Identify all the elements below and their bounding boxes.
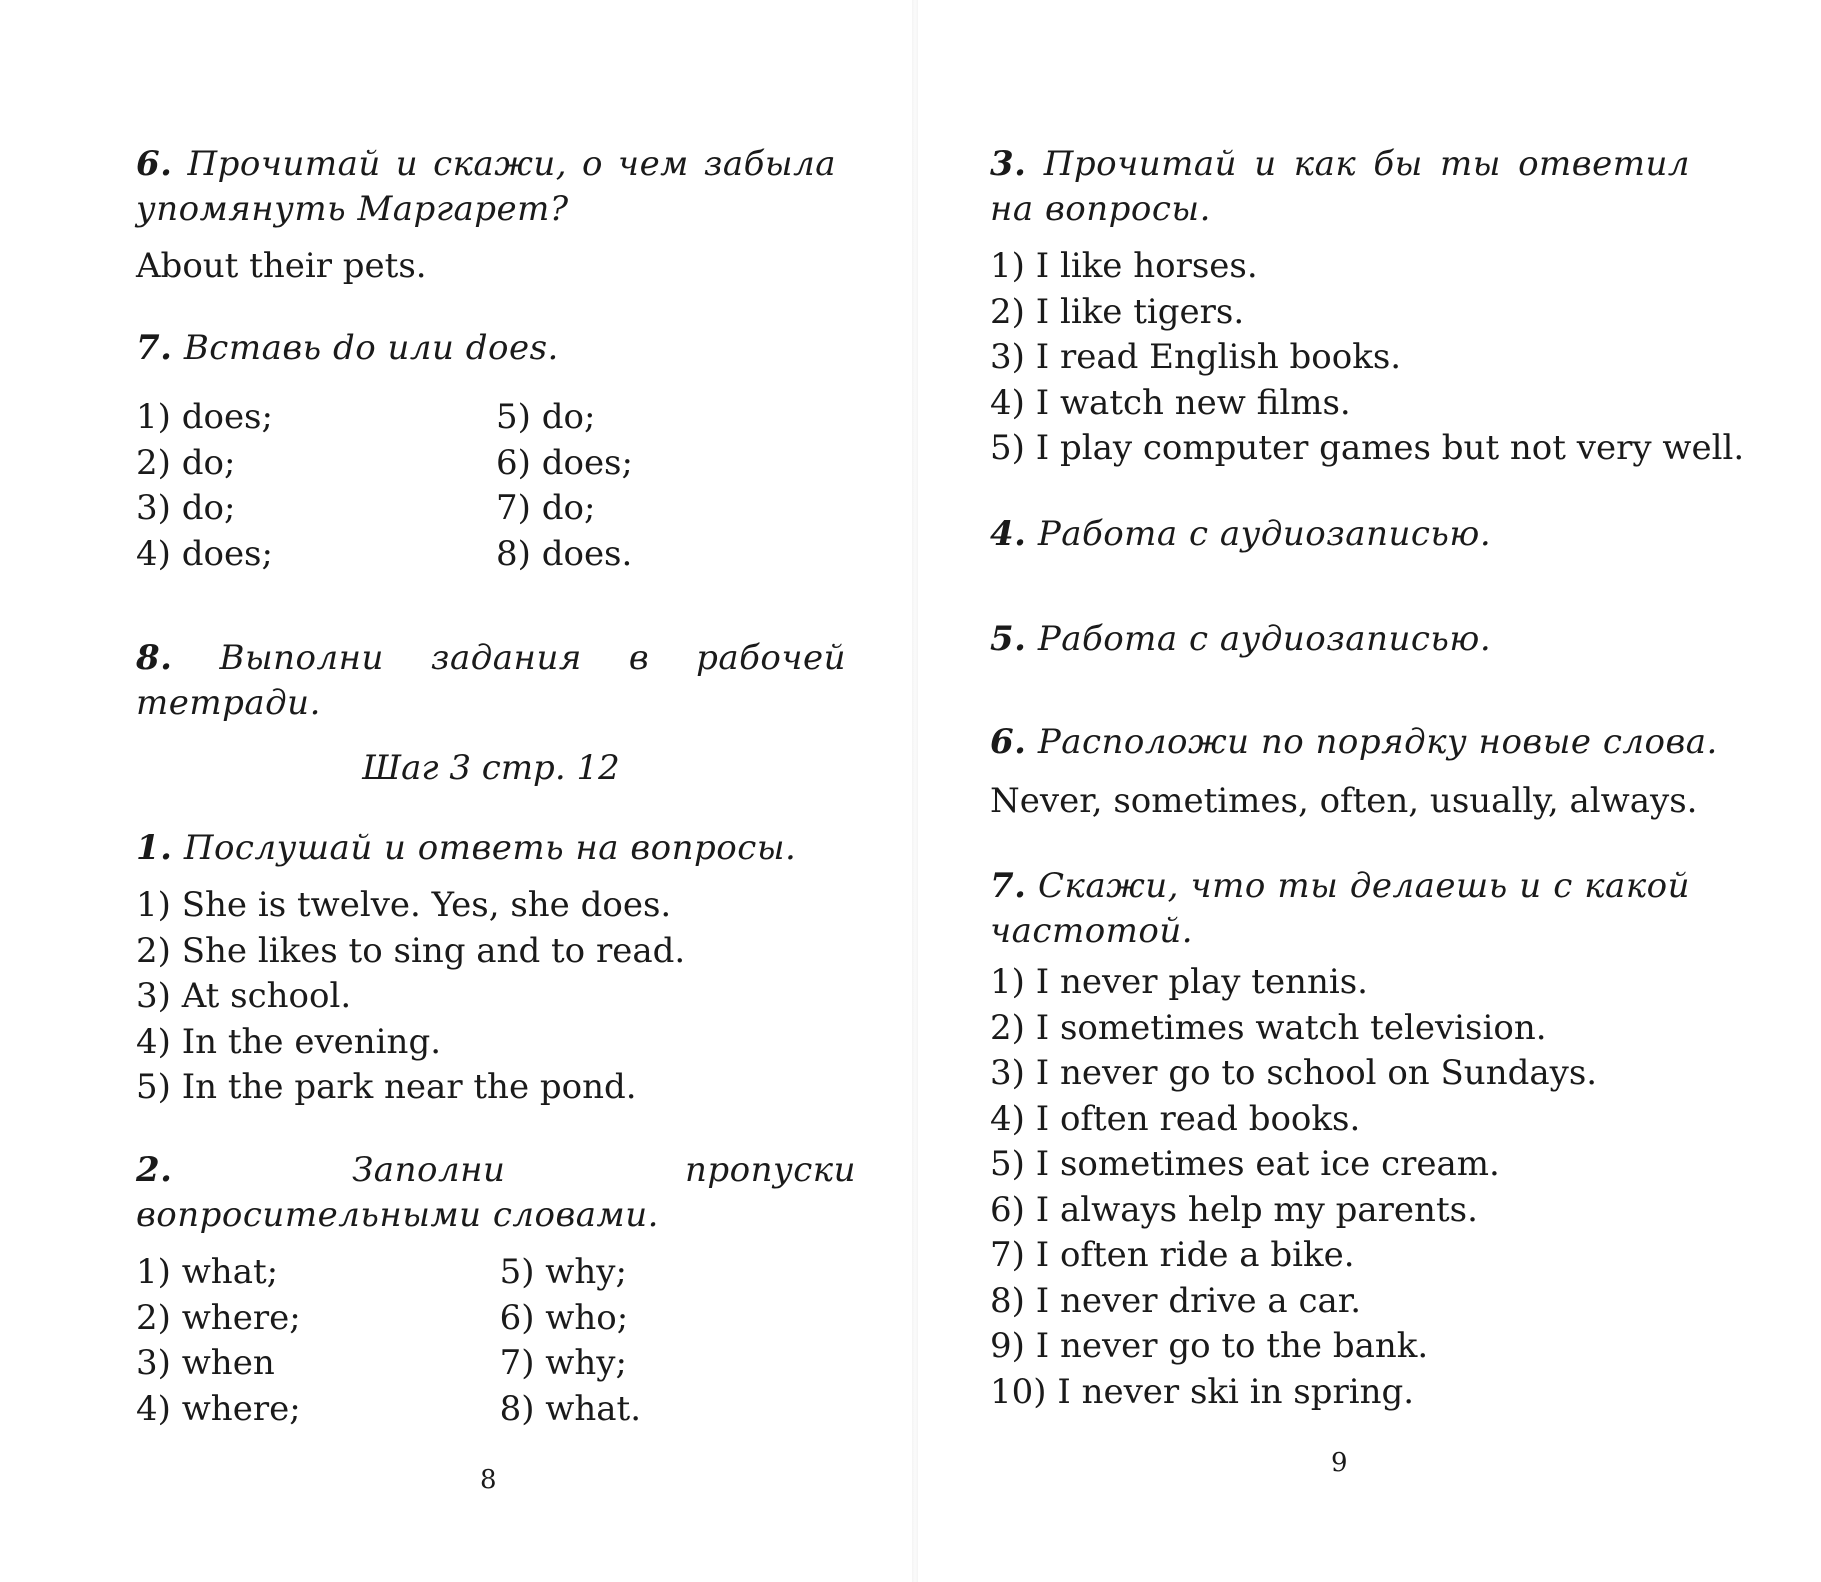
list-item: 4) where;: [136, 1388, 301, 1429]
exercise-instruction: Вставь do или does.: [183, 328, 559, 368]
answer-list: [990, 960, 1690, 1415]
exercise-heading: [990, 512, 1710, 557]
list-item: 7) why;: [499, 1343, 627, 1383]
exercise-number: 5.: [990, 619, 1027, 659]
exercise-heading: [990, 720, 1750, 765]
answer-columns: [136, 395, 856, 577]
list-item: 8) what.: [499, 1388, 642, 1429]
list-item: 2) She likes to sing and to read.: [136, 930, 686, 971]
list-item: 7) I often ride a bike.: [990, 1235, 1355, 1275]
list-item: 4) I watch new films.: [990, 382, 1351, 423]
exercise-instruction: Работа с аудиозаписью.: [1037, 619, 1492, 659]
list-item: 3) I never go to school on Sundays.: [990, 1053, 1598, 1093]
page-number: 9: [1331, 1448, 1348, 1478]
exercise-instruction: Послушай и ответь на вопросы.: [183, 828, 797, 868]
exercise-8-left: [136, 636, 846, 726]
list-item: 4) does;: [136, 533, 273, 574]
list-item: 6) I always help my parents.: [990, 1189, 1478, 1230]
exercise-number: 2.: [136, 1150, 173, 1190]
answer-column-2: [500, 1250, 856, 1432]
exercise-2-left: [136, 1148, 856, 1432]
list-item: 2) I sometimes watch television.: [990, 1007, 1547, 1048]
exercise-number: 1.: [136, 828, 173, 868]
exercise-number: 6.: [136, 144, 173, 184]
exercise-heading: [136, 826, 856, 871]
list-item: 1) I never play tennis.: [990, 962, 1368, 1002]
exercise-answer: Never, sometimes, often, usually, always.: [990, 781, 1698, 821]
exercise-number: 7.: [990, 866, 1027, 906]
exercise-1-left: [136, 826, 856, 1111]
exercise-instruction: Расположи по порядку новые слова.: [1037, 722, 1718, 762]
exercise-6-right: [990, 720, 1750, 824]
exercise-7-right: [990, 864, 1690, 1415]
list-item: 10) I never ski in spring.: [990, 1371, 1415, 1412]
list-item: 6) who;: [499, 1297, 629, 1338]
exercise-heading: [136, 326, 856, 371]
list-item: 5) In the park near the pond.: [136, 1067, 637, 1107]
exercise-6-left: [136, 142, 836, 289]
exercise-instruction: Скажи, что ты делаешь и с какой частотой.: [990, 866, 1690, 951]
exercise-number: 6.: [990, 722, 1027, 762]
exercise-4-right: [990, 512, 1710, 557]
exercise-instruction: Выполни задания в рабочей тетради.: [136, 638, 846, 723]
exercise-number: 3.: [990, 144, 1027, 184]
answer-column-1: [136, 1250, 500, 1432]
list-item: 4) In the evening.: [136, 1021, 442, 1062]
list-item: 3) I read English books.: [990, 337, 1402, 377]
list-item: 2) I like tigers.: [990, 291, 1245, 332]
list-item: 5) do;: [496, 397, 596, 437]
list-item: 5) I play computer games but not very well.: [990, 428, 1745, 468]
step-title: Шаг 3 стр. 12: [362, 748, 620, 788]
exercise-instruction: Работа с аудиозаписью.: [1037, 514, 1492, 554]
list-item: 8) I never drive a car.: [990, 1280, 1362, 1321]
step-section: [136, 746, 846, 791]
list-item: 2) where;: [136, 1297, 301, 1338]
list-item: 3) do;: [136, 488, 236, 528]
exercise-instruction: Заполни пропуски вопросительными словами.: [136, 1150, 856, 1235]
exercise-number: 4.: [990, 514, 1027, 554]
list-item: 3) when: [136, 1343, 275, 1383]
list-item: 5) why;: [499, 1252, 627, 1292]
answer-column-1: [136, 395, 496, 577]
exercise-number: 8.: [136, 638, 173, 678]
answer-column-2: [496, 395, 856, 577]
exercise-instruction: Прочитай и скажи, о чем забыла упомянуть Маргарет?: [136, 144, 836, 229]
page-number: 8: [480, 1465, 497, 1495]
answer-list: [136, 883, 856, 1111]
exercise-7-left: [136, 326, 856, 577]
list-item: 5) I sometimes eat ice cream.: [990, 1144, 1500, 1184]
list-item: 1) She is twelve. Yes, she does.: [136, 885, 672, 925]
exercise-heading: [136, 142, 836, 232]
list-item: 6) does;: [496, 442, 633, 483]
exercise-heading: [990, 617, 1710, 662]
exercise-number: 7.: [136, 328, 173, 368]
list-item: 4) I often read books.: [990, 1098, 1361, 1139]
exercise-heading: [136, 636, 846, 726]
list-item: 1) what;: [136, 1252, 279, 1292]
answer-list: [990, 244, 1745, 472]
list-item: 1) does;: [136, 397, 273, 437]
exercise-answer: About their pets.: [136, 246, 427, 286]
exercise-heading: [136, 1148, 856, 1238]
answer-columns: [136, 1250, 856, 1432]
list-item: 1) I like horses.: [990, 246, 1258, 286]
exercise-instruction: Прочитай и как бы ты ответил на вопросы.: [990, 144, 1690, 229]
list-item: 9) I never go to the bank.: [990, 1326, 1429, 1366]
exercise-5-right: [990, 617, 1710, 662]
exercise-3-right: [990, 142, 1745, 472]
right-page: [918, 0, 1821, 1582]
exercise-heading: [990, 142, 1690, 232]
list-item: 3) At school.: [136, 976, 352, 1016]
list-item: 7) do;: [496, 488, 596, 528]
list-item: 8) does.: [496, 533, 633, 574]
list-item: 2) do;: [136, 442, 236, 483]
exercise-heading: [990, 864, 1690, 954]
